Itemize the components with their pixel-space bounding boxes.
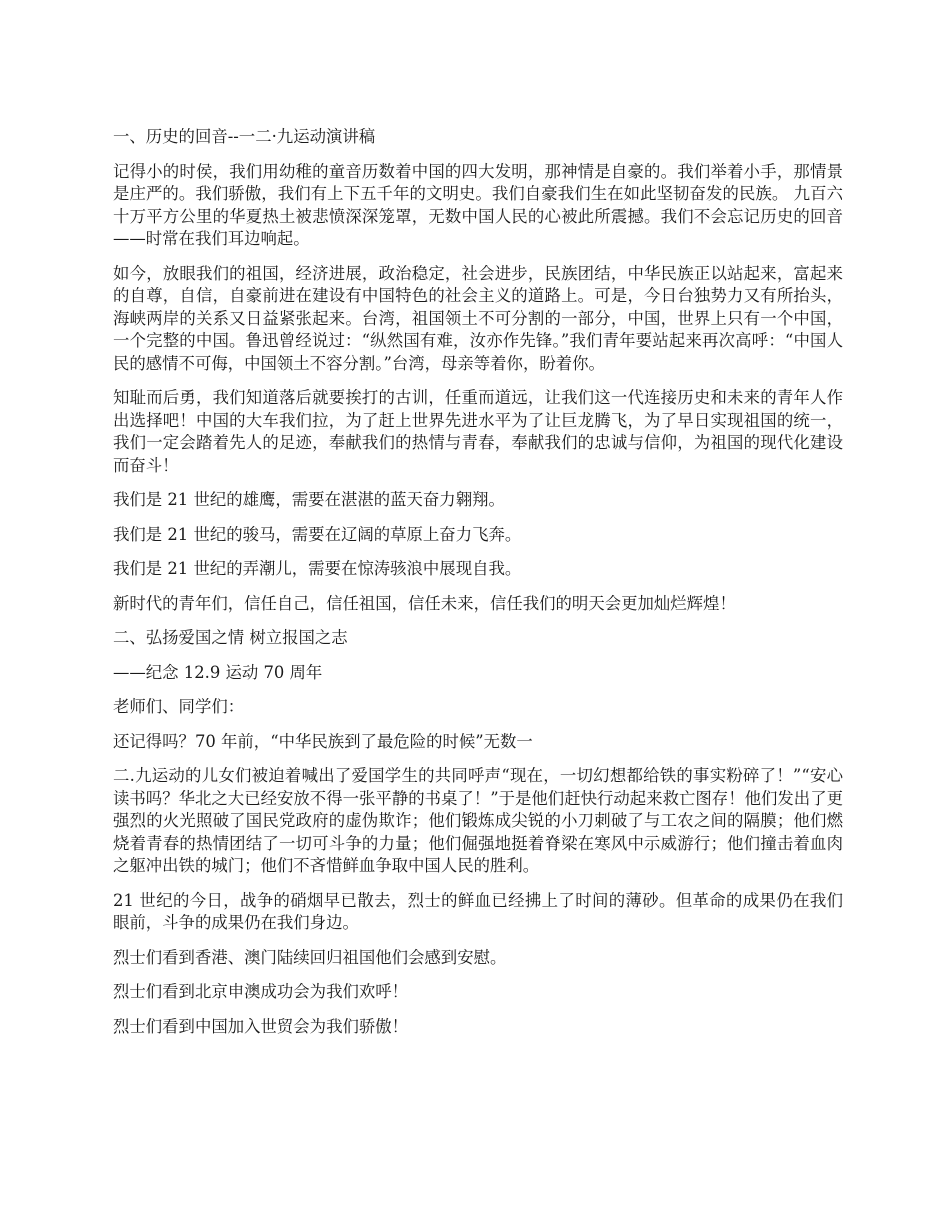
section-subtitle: ——纪念 12.9 运动 70 周年 (113, 662, 323, 682)
paragraph: 我们是 21 世纪的弄潮儿，需要在惊涛骇浪中展现自我。 (113, 559, 522, 578)
paragraph: 烈士们看到北京申澳成功会为我们欢呼！ (113, 982, 409, 1001)
paragraph: 21 世纪的今日，战争的硝烟早已散去，烈士的鲜血已经拂上了时间的薄砂。但革命的成果仍在我们眼前，斗争的成果仍在我们身边。 (113, 890, 843, 932)
paragraph: 如今，放眼我们的祖国，经济进展，政治稳定，社会进步，民族团结，中华民族正以站起来，富起来的自尊，自信，自豪前进在建设有中国特色的社会主义的道路上。可是，今日台独势力又有所抬头，海峡两岸的关系又日益紧张起来。台湾，祖国领土不可分割的一部分，中国，世界上只有一个中国，一个完整的中国。鲁迅曾经说过：“纵然国有难，汝亦作先锋。”我们青年要站起来再次高呼：“中国人民的感情不可侮，中国领土不容分割。”台湾，母亲等着你，盼着你。 (113, 263, 843, 373)
document-body (113, 126, 843, 1050)
paragraph: 烈士们看到香港、澳门陆续回归祖国他们会感到安慰。 (113, 947, 507, 967)
salutation: 老师们、同学们： (113, 697, 245, 716)
paragraph: 还记得吗？70 年前，“中华民族到了最危险的时候”无数一 (113, 731, 533, 751)
paragraph: 二.九运动的儿女们被迫着喊出了爱国学生的共同呼声“现在，一切幻想都给铁的事实粉碎了！”“安心读书吗？华北之大已经安放不得一张平静的书桌了！”于是他们赶快行动起来救亡图存！他们发出了更强烈的火光照破了国民党政府的虚伪欺诈；他们锻炼成尖锐的小刀刺破了与工农之间的隔膜；他们燃烧着青春的热情团结了一切可斗争的力量；他们倔强地挺着脊梁在寒风中示威游行；他们撞击着血肉之躯冲出铁的城门；他们不吝惜鲜血争取中国人民的胜利。 (113, 766, 843, 875)
section-heading-2: 二、弘扬爱国之情 树立报国之志 (113, 628, 348, 647)
paragraph: 烈士们看到中国加入世贸会为我们骄傲！ (113, 1016, 409, 1036)
paragraph: 我们是 21 世纪的雄鹰，需要在湛湛的蓝天奋力翱翔。 (113, 490, 505, 509)
paragraph: 新时代的青年们，信任自己，信任祖国，信任未来，信任我们的明天会更加灿烂辉煌！ (113, 593, 736, 613)
section-heading-1: 一、历史的回音--一二·九运动演讲稿 (113, 127, 376, 146)
paragraph: 记得小的时侯，我们用幼稚的童音历数着中国的四大发明，那神情是自豪的。我们举着小手，那情景是庄严的。我们骄傲，我们有上下五千年的文明史。我们自豪我们生在如此坚韧奋发的民族。 九百六十万平方公里的华夏热土被悲愤深深笼罩，无数中国人民的心被此所震撼。我们不会忘记历史的回音——时常在我们耳边响起。 (113, 161, 843, 248)
paragraph: 知耻而后勇，我们知道落后就要挨打的古训，任重而道远，让我们这一代连接历史和未来的青年人作出选择吧！中国的大车我们拉，为了赶上世界先进水平为了让巨龙腾飞，为了早日实现祖国的统一，我们一定会踏着先人的足迹，奉献我们的热情与青春，奉献我们的忠诚与信仰，为祖国的现代化建设而奋斗！ (113, 388, 843, 475)
paragraph: 我们是 21 世纪的骏马，需要在辽阔的草原上奋力飞奔。 (113, 524, 522, 544)
